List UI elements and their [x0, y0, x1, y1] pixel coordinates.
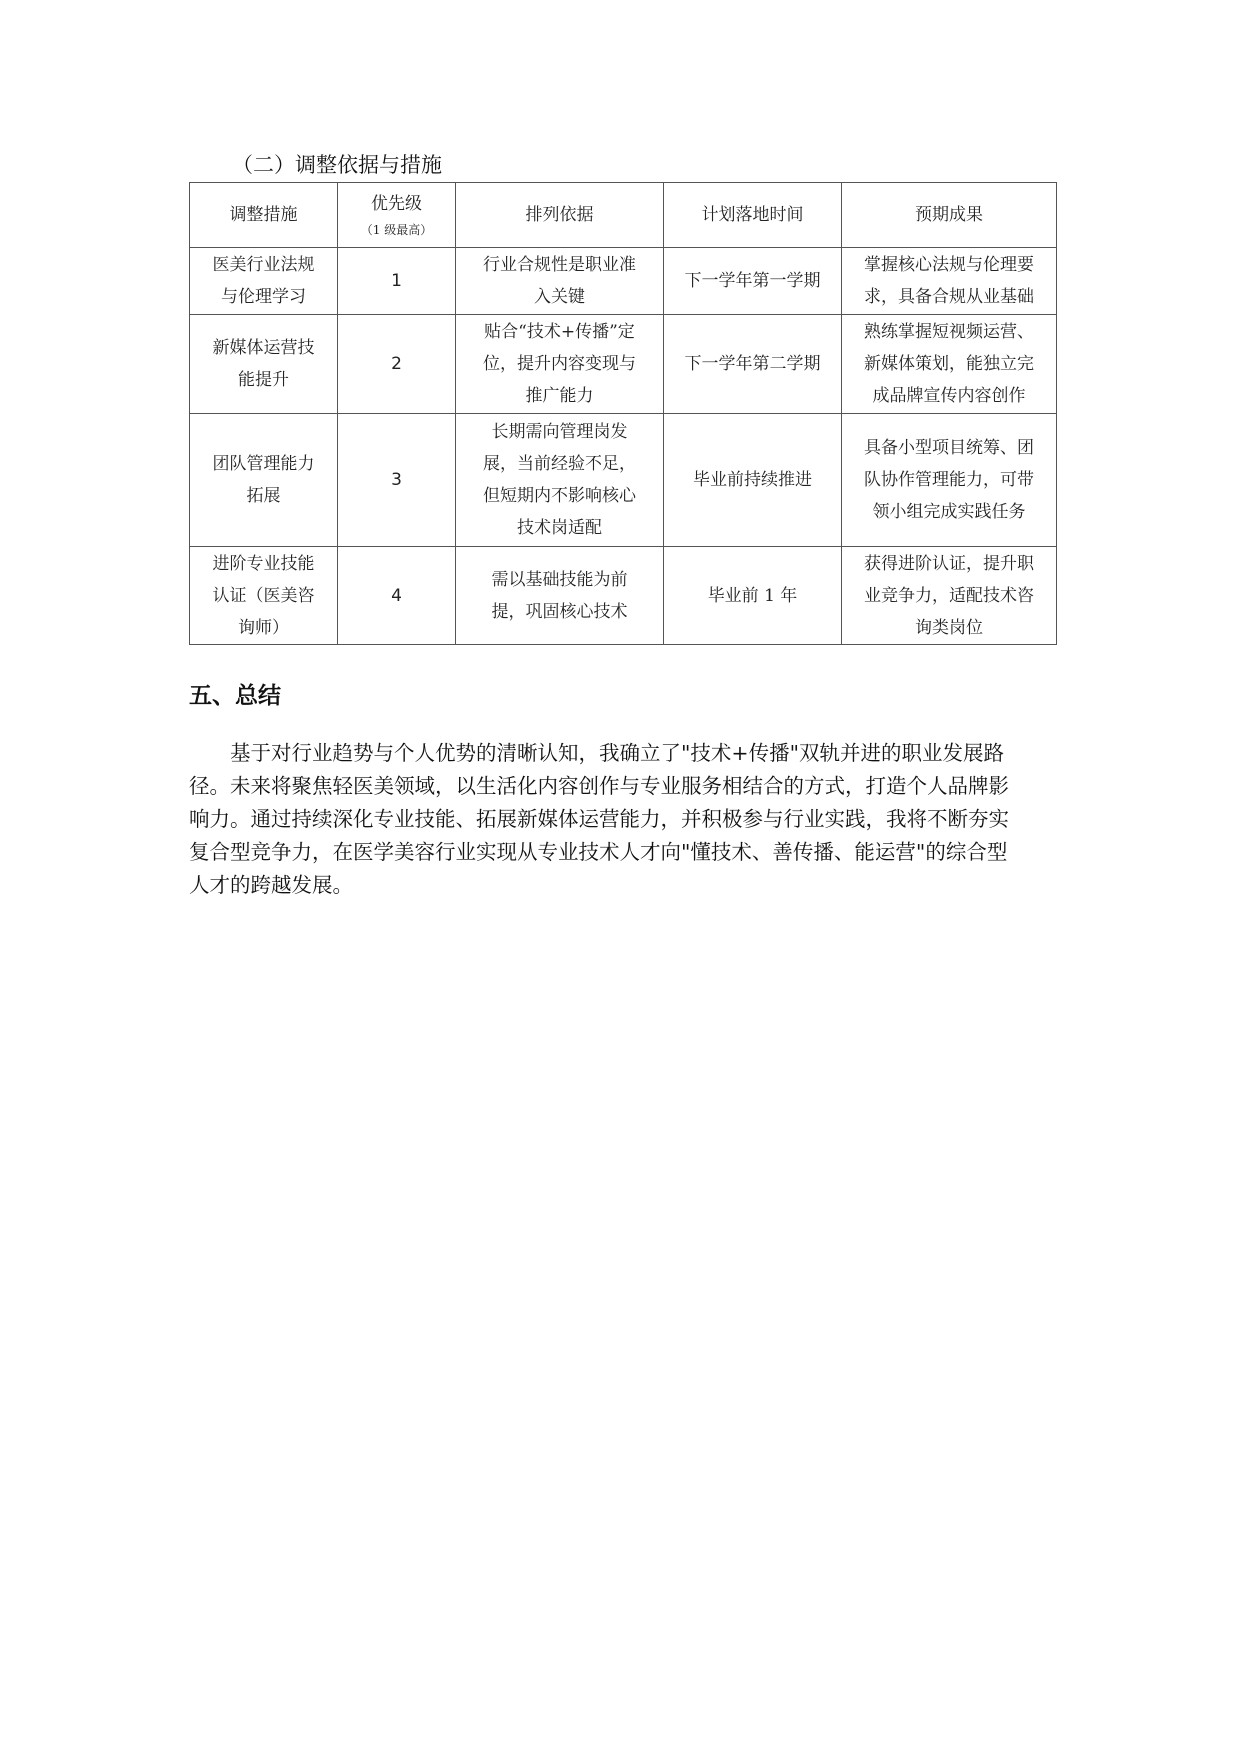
- cell-measure: [190, 248, 338, 315]
- subheading: （二）调整依据与措施: [232, 153, 442, 177]
- cell-outcome: [842, 547, 1057, 645]
- table-row: [190, 315, 1057, 414]
- cell-text: 但短期内不影响核心: [483, 486, 636, 506]
- cell-time: 下一学年第一学期: [664, 248, 842, 315]
- adjustment-table: [189, 182, 1057, 645]
- cell-text: 熟练掌握短视频运营、: [864, 322, 1034, 342]
- cell-basis: [456, 315, 664, 414]
- header-priority: [338, 183, 456, 248]
- cell-text: 询类岗位: [915, 617, 983, 638]
- cell-text: 推广能力: [525, 386, 594, 406]
- cell-text: 入关键: [534, 287, 585, 307]
- cell-priority: 4: [338, 547, 456, 645]
- cell-text: 新媒体运营技: [212, 338, 315, 358]
- cell-text: 成品牌宣传内容创作: [872, 386, 1026, 406]
- cell-text: 拓展: [246, 486, 281, 506]
- cell-measure: [190, 414, 338, 547]
- cell-text: 团队管理能力: [212, 454, 315, 474]
- table-row: [190, 248, 1057, 315]
- cell-text: 认证（医美咨: [212, 585, 315, 606]
- header-basis: 排列依据: [456, 183, 664, 248]
- cell-text: 队协作管理能力，可带: [864, 470, 1034, 490]
- cell-time: 下一学年第二学期: [664, 315, 842, 414]
- summary-line: 径。未来将聚焦轻医美领域，以生活化内容创作与专业服务相结合的方式，打造个人品牌影: [189, 774, 1009, 798]
- cell-text: 获得进阶认证，提升职: [864, 553, 1034, 574]
- cell-text: 业竞争力，适配技术咨: [864, 585, 1034, 606]
- summary-paragraph: [189, 737, 1059, 902]
- header-priority-note: （1 级最高）: [360, 223, 433, 237]
- cell-text: 与伦理学习: [221, 287, 306, 307]
- table-row: [190, 547, 1057, 645]
- cell-text: 技术岗适配: [517, 518, 602, 538]
- cell-outcome: [842, 315, 1057, 414]
- cell-text: 位，提升内容变现与: [483, 354, 636, 374]
- cell-text: 领小组完成实践任务: [872, 502, 1026, 522]
- cell-priority: 1: [338, 248, 456, 315]
- cell-text: 新媒体策划，能独立完: [864, 354, 1034, 374]
- table-header-row: [190, 183, 1057, 248]
- cell-priority: 3: [338, 414, 456, 547]
- header-priority-label: 优先级: [371, 194, 422, 214]
- cell-text: 展，当前经验不足，: [483, 454, 636, 474]
- cell-basis: [456, 547, 664, 645]
- cell-basis: [456, 248, 664, 315]
- summary-line: 基于对行业趋势与个人优势的清晰认知，我确立了"技术+传播"双轨并进的职业发展路: [230, 741, 1005, 765]
- cell-basis: [456, 414, 664, 547]
- cell-text: 行业合规性是职业准: [483, 255, 636, 275]
- cell-text: 能提升: [238, 370, 289, 390]
- header-measure: 调整措施: [190, 183, 338, 248]
- cell-text: 具备小型项目统筹、团: [864, 438, 1034, 458]
- cell-time: 毕业前 1 年: [664, 547, 842, 645]
- summary-line: 人才的跨越发展。: [189, 873, 353, 897]
- cell-priority: 2: [338, 315, 456, 414]
- section-title-summary: 五、总结: [189, 683, 281, 709]
- cell-text: 求，具备合规从业基础: [864, 287, 1034, 307]
- cell-measure: [190, 547, 338, 645]
- cell-text: 长期需向管理岗发: [491, 422, 628, 442]
- cell-outcome: [842, 248, 1057, 315]
- cell-text: 需以基础技能为前: [491, 569, 628, 590]
- header-outcome: 预期成果: [842, 183, 1057, 248]
- cell-text: 医美行业法规: [212, 255, 315, 275]
- cell-text: 贴合“技术+传播”定: [484, 322, 635, 342]
- cell-text: 掌握核心法规与伦理要: [864, 255, 1034, 275]
- summary-line: 响力。通过持续深化专业技能、拓展新媒体运营能力，并积极参与行业实践，我将不断夯实: [189, 807, 1009, 831]
- cell-text: 进阶专业技能: [212, 553, 315, 574]
- header-time: 计划落地时间: [664, 183, 842, 248]
- cell-text: 提，巩固核心技术: [491, 601, 628, 622]
- cell-outcome: [842, 414, 1057, 547]
- cell-measure: [190, 315, 338, 414]
- summary-line: 复合型竞争力，在医学美容行业实现从专业技术人才向"懂技术、善传播、能运营"的综合型: [189, 840, 1008, 864]
- cell-text: 询师）: [238, 617, 289, 638]
- cell-time: 毕业前持续推进: [664, 414, 842, 547]
- table-row: [190, 414, 1057, 547]
